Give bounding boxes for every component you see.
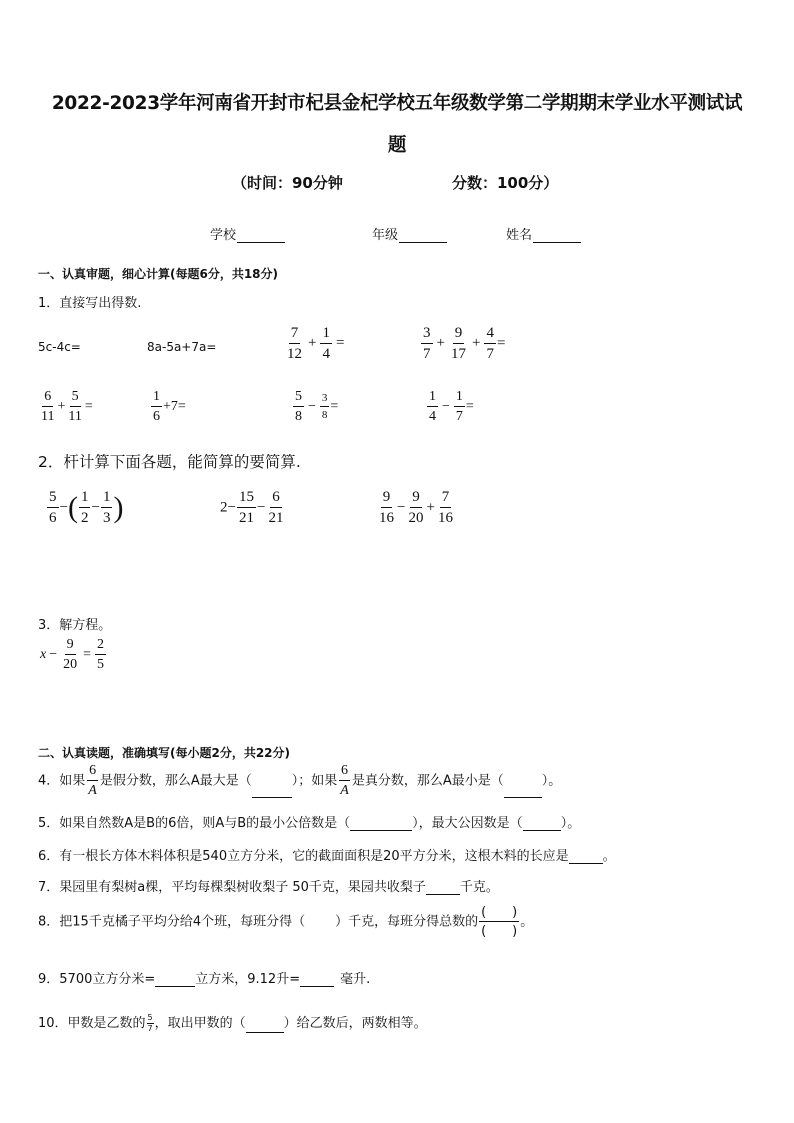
question-9: 9．5700立方分米= 立方米，9.12升= 毫升. bbox=[38, 972, 371, 987]
q2-expr-2: 2− $\frac{15}{21}$ − $\frac{6}{21}$ bbox=[220, 489, 284, 526]
fraction: $\frac{1}{4}$ bbox=[429, 389, 436, 424]
fraction: $\frac{1}{6}$ bbox=[153, 389, 160, 424]
q1-item-a: 5c-4c= bbox=[38, 340, 81, 354]
school-label: 学校 bbox=[210, 228, 237, 243]
answer-blank[interactable] bbox=[252, 785, 292, 798]
name-field[interactable] bbox=[506, 224, 581, 243]
fraction: $\frac{7}{16}$ bbox=[437, 489, 453, 526]
answer-blank[interactable] bbox=[523, 818, 561, 831]
fraction: $\frac{2}{5}$ bbox=[97, 637, 105, 672]
fraction: $\frac{1}{4}$ bbox=[322, 325, 330, 362]
q1-item-h: $\frac{1}{4}$ − $\frac{1}{7}$ = bbox=[429, 389, 474, 424]
fraction: $\frac{6}{A}$ bbox=[340, 763, 349, 798]
question-7: 7．果园里有梨树a棵，平均每棵梨树收梨子 50千克，果园共收梨子 千克。 bbox=[38, 880, 499, 895]
answer-blank[interactable] bbox=[426, 882, 460, 895]
section-2-heading: 二、认真读题，准确填写(每小题2分，共22分) bbox=[38, 746, 291, 760]
question-8: 8．把15千克橘子平均分给4个班，每班分得（ ）千克，每班分得总数的 $\frac{( )}{( )}$ 。 bbox=[38, 905, 534, 939]
fraction-blank[interactable]: $\frac{( )}{( )}$ bbox=[481, 905, 518, 939]
fraction: $\frac{5}{8}$ bbox=[295, 389, 302, 424]
page-title-continued: 题 bbox=[387, 135, 407, 156]
grade-label: 年级 bbox=[372, 228, 399, 243]
fraction: $\frac{9}{20}$ bbox=[63, 637, 78, 672]
fraction: $\frac{15}{21}$ bbox=[238, 489, 254, 526]
answer-blank[interactable] bbox=[300, 974, 334, 987]
answer-blank[interactable] bbox=[246, 1020, 284, 1033]
q2-expr-1: $\frac{5}{6}$ −( $\frac{1}{2}$ − $\frac{1}{3}$ ) bbox=[49, 489, 124, 526]
grade-field[interactable] bbox=[372, 224, 447, 243]
fraction: $\frac{6}{11}$ bbox=[41, 389, 55, 424]
question-6: 6．有一根长方体木料体积是540立方分米，它的截面面积是20平方分米，这根木料的长应是 。 bbox=[38, 849, 616, 864]
fraction: $\frac{3}{7}$ bbox=[423, 325, 431, 362]
exam-time: （时间：90分钟 bbox=[232, 174, 343, 192]
fraction: $\frac{7}{12}$ bbox=[287, 325, 302, 362]
q1-item-g: $\frac{5}{8}$ − $\frac{3}{8}$ = bbox=[295, 389, 339, 424]
question-1: 1．直接写出得数. bbox=[38, 296, 142, 311]
section-1-heading: 一、认真审题，细心计算(每题6分，共18分) bbox=[38, 267, 279, 281]
page-title: 2022-2023学年河南省开封市杞县金杞学校五年级数学第二学期期末学业水平测试试 bbox=[51, 93, 743, 114]
answer-blank[interactable] bbox=[350, 818, 412, 831]
fraction: $\frac{1}{7}$ bbox=[455, 389, 463, 424]
name-label: 姓名 bbox=[506, 228, 533, 243]
fraction: $\frac{9}{16}$ bbox=[379, 489, 394, 526]
grade-blank[interactable] bbox=[399, 230, 447, 243]
fraction: $\frac{3}{8}$ bbox=[321, 392, 328, 421]
fraction: $\frac{1}{3}$ bbox=[102, 489, 111, 526]
school-field[interactable] bbox=[210, 224, 285, 243]
fraction: $\frac{6}{21}$ bbox=[268, 489, 284, 526]
q1-item-c: $\frac{7}{12}$ + $\frac{1}{4}$ = bbox=[287, 325, 345, 362]
question-10: 10．甲数是乙数的 $\frac{5}{7}$ ，取出甲数的（ ）给乙数后，两数相等。 bbox=[38, 1013, 427, 1033]
answer-blank[interactable] bbox=[569, 851, 603, 864]
q1-item-b: 8a-5a+7a= bbox=[147, 340, 217, 354]
name-blank[interactable] bbox=[533, 230, 581, 243]
fraction: $\frac{6}{A}$ bbox=[88, 763, 97, 798]
question-4: 4．如果 $\frac{6}{A}$ 是假分数，那么A最大是（ ）；如果 $\frac{6}{A}$ 是真分数，那么A最小是（ ）。 bbox=[38, 763, 562, 798]
question-5: 5．如果自然数A是B的6倍，则A与B的最小公倍数是（ ），最大公因数是（ ）。 bbox=[38, 816, 581, 831]
fraction: $\frac{9}{17}$ bbox=[450, 325, 466, 362]
fraction: $\frac{9}{20}$ bbox=[408, 489, 424, 526]
q2-expr-3: $\frac{9}{16}$ − $\frac{9}{20}$ + $\frac{7}{16}$ bbox=[379, 489, 453, 526]
exam-score: 分数：100分） bbox=[452, 174, 559, 192]
q1-item-f: $\frac{1}{6}$ +7= bbox=[153, 389, 186, 424]
fraction: $\frac{5}{6}$ bbox=[49, 489, 57, 526]
fraction: $\frac{5}{7}$ bbox=[147, 1013, 153, 1033]
question-3: 3．解方程。 bbox=[38, 618, 112, 633]
fraction: $\frac{5}{11}$ bbox=[68, 389, 82, 424]
question-2: 2．杆计算下面各题，能简算的要简算. bbox=[38, 453, 301, 471]
fraction: $\frac{1}{2}$ bbox=[80, 489, 89, 526]
school-blank[interactable] bbox=[237, 230, 285, 243]
fraction: $\frac{4}{7}$ bbox=[486, 325, 494, 362]
answer-blank[interactable] bbox=[504, 785, 542, 798]
q3-equation: x − $\frac{9}{20}$ = $\frac{2}{5}$ bbox=[40, 637, 105, 672]
q1-item-e: $\frac{6}{11}$ + $\frac{5}{11}$ = bbox=[41, 389, 93, 424]
answer-blank[interactable] bbox=[155, 974, 195, 987]
q1-item-d: $\frac{3}{7}$ + $\frac{9}{17}$ + $\frac{4}{7}$ = bbox=[423, 325, 506, 362]
